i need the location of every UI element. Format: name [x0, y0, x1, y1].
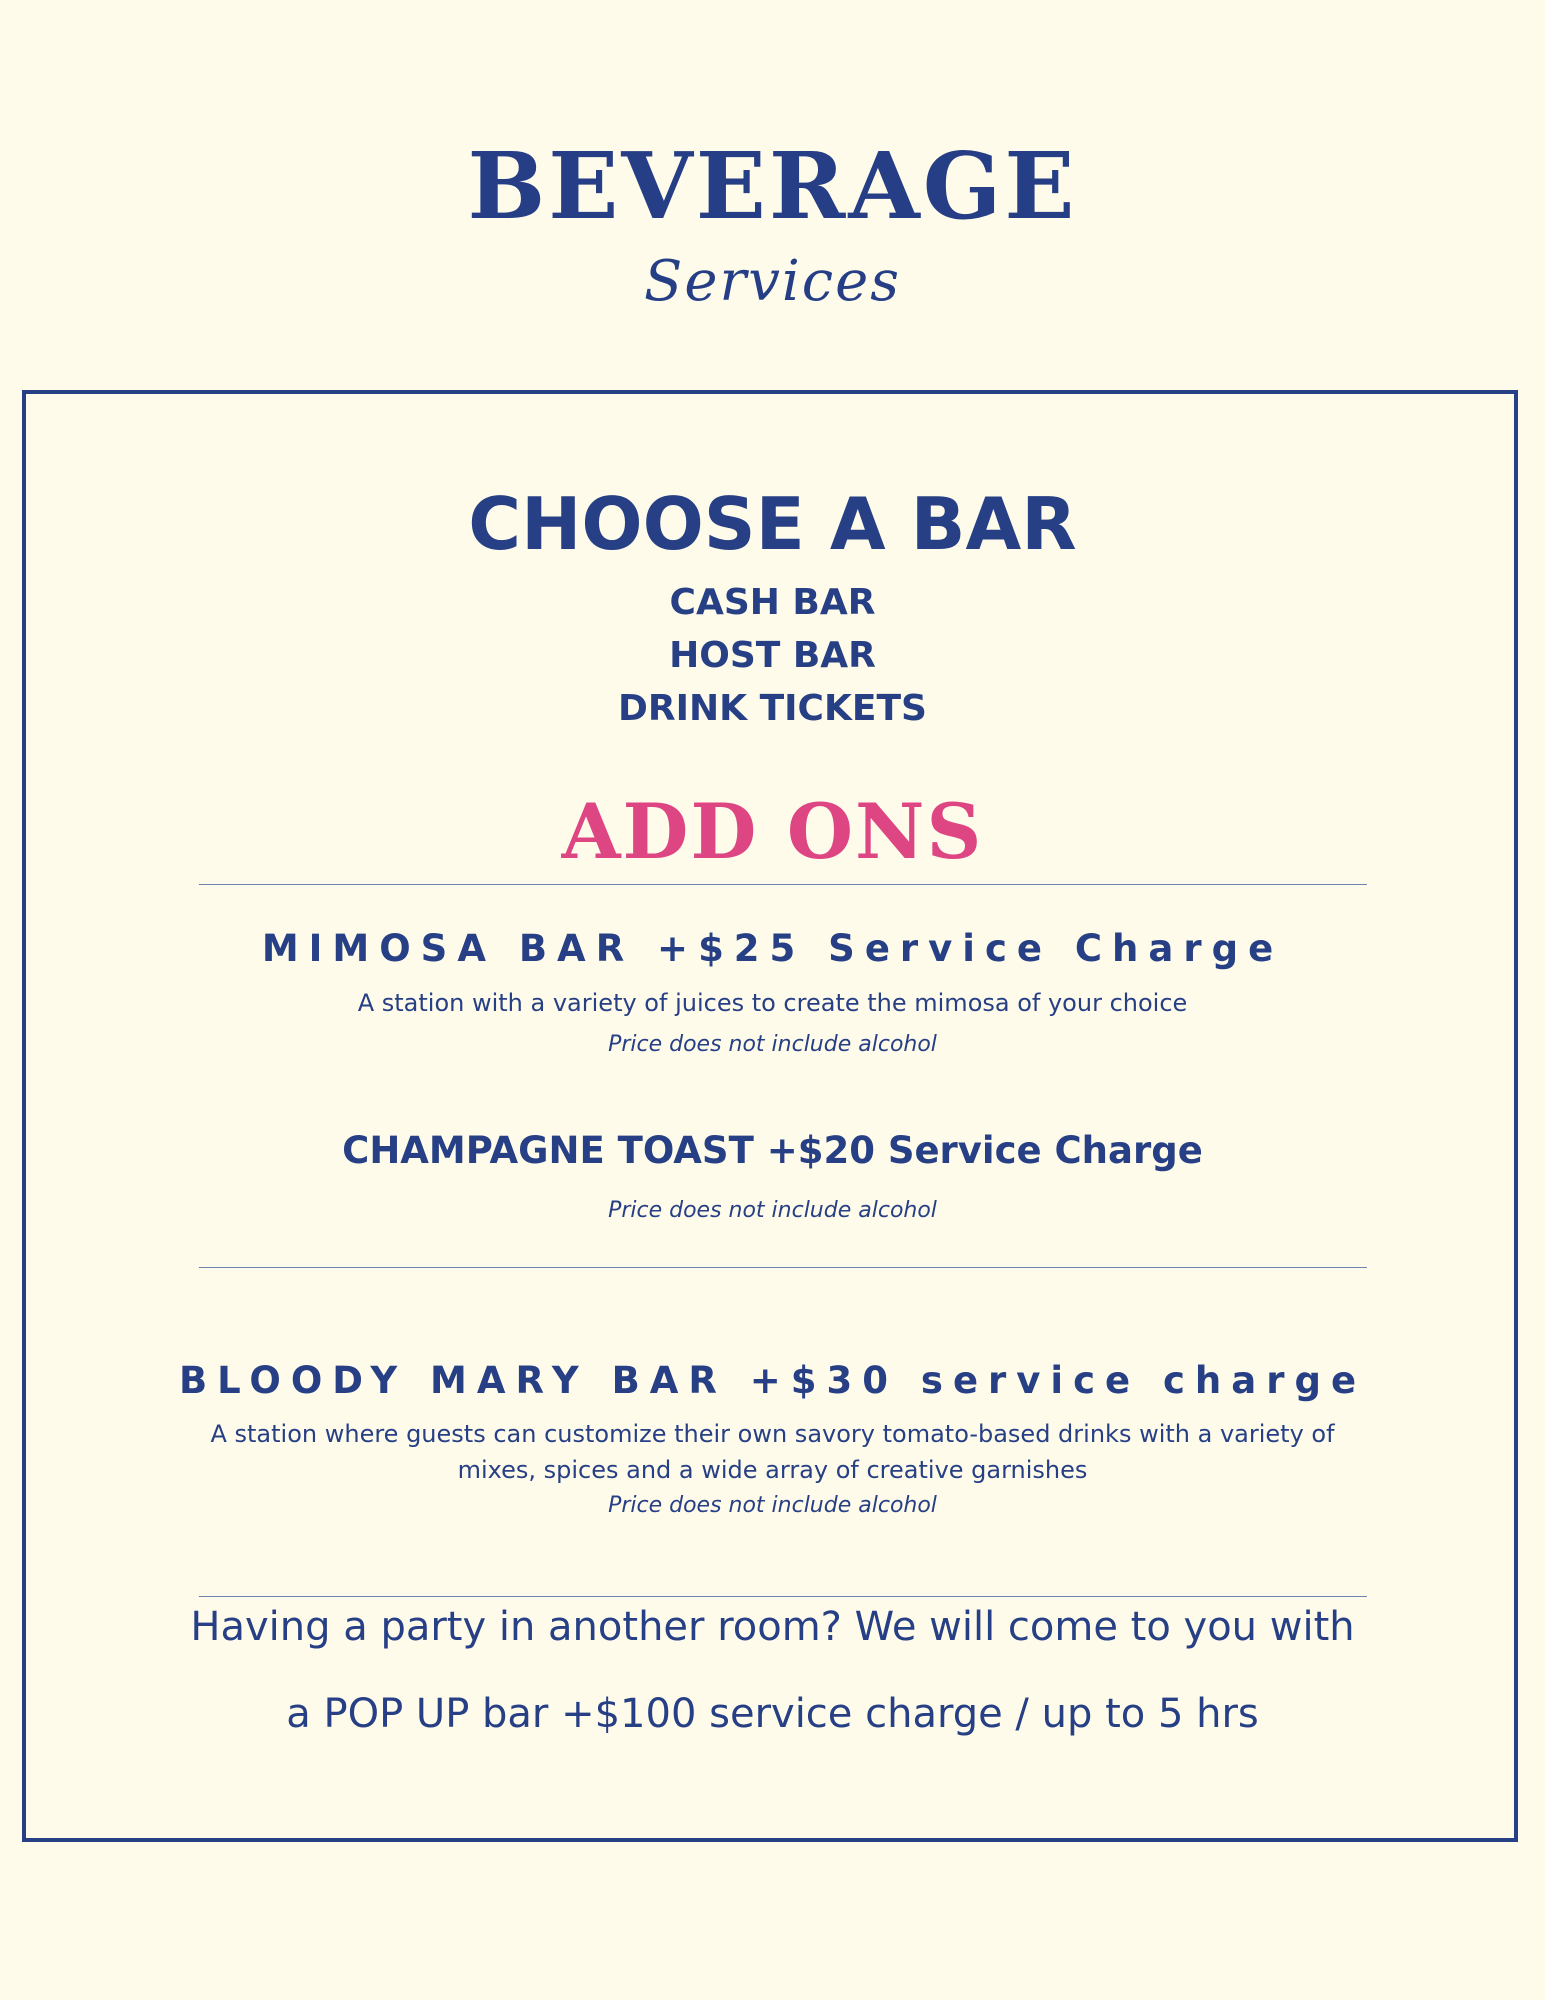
- bloody-mary-bar-description-line1: A station where guests can customize their own savory tomato-based drinks with a variety of: [210, 1420, 1335, 1448]
- champagne-toast-note: Price does not include alcohol: [608, 1198, 937, 1223]
- page-title: BEVERAGE: [467, 132, 1078, 240]
- bloody-mary-bar-title: BLOODY MARY BAR +$30 service charge: [178, 1359, 1367, 1402]
- popup-bar-line1: Having a party in another room? We will come to you with: [190, 1604, 1355, 1650]
- bar-option-tickets: DRINK TICKETS: [618, 688, 927, 729]
- choose-bar-heading: CHOOSE A BAR: [468, 482, 1077, 566]
- champagne-toast-title: CHAMPAGNE TOAST +$20 Service Charge: [342, 1129, 1203, 1172]
- mimosa-bar-note: Price does not include alcohol: [608, 1032, 937, 1057]
- divider: [199, 1267, 1367, 1268]
- mimosa-bar-title: MIMOSA BAR +$25 Service Charge: [261, 927, 1284, 970]
- page-subtitle: Services: [643, 249, 902, 314]
- add-ons-heading: ADD ONS: [561, 787, 984, 876]
- bar-option-cash: CASH BAR: [669, 582, 876, 623]
- divider: [199, 884, 1367, 885]
- bloody-mary-bar-note: Price does not include alcohol: [608, 1493, 937, 1518]
- popup-bar-line2: a POP UP bar +$100 service charge / up to 5 hrs: [286, 1691, 1259, 1737]
- bar-option-host: HOST BAR: [669, 635, 876, 676]
- bloody-mary-bar-description-line2: mixes, spices and a wide array of creative garnishes: [457, 1456, 1088, 1484]
- divider: [199, 1596, 1367, 1597]
- mimosa-bar-description: A station with a variety of juices to create the mimosa of your choice: [357, 989, 1188, 1017]
